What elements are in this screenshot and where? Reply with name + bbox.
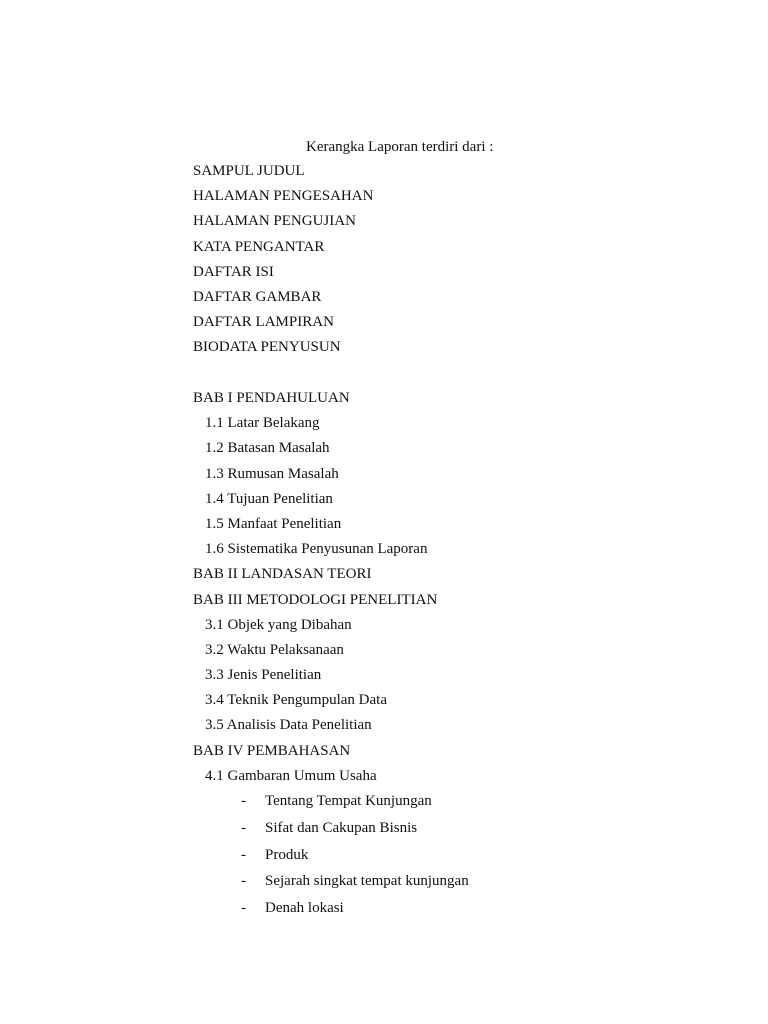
bullet-item [238, 871, 469, 898]
section-item: 1.4 Tujuan Penelitian [205, 490, 333, 507]
section-item: 3.2 Waktu Pelaksanaan [205, 641, 344, 658]
bullet-text: Sifat dan Cakupan Bisnis [265, 819, 418, 836]
front-matter-item: BIODATA PENYUSUN [193, 339, 341, 356]
bullet-text: Sejarah singkat tempat kunjungan [265, 873, 469, 890]
section-item: 1.3 Rumusan Masalah [205, 465, 339, 482]
chapter-heading: BAB II LANDASAN TEORI [193, 566, 372, 583]
front-matter-item: SAMPUL JUDUL [193, 163, 305, 179]
bullet-text: Denah lokasi [265, 900, 344, 917]
bullet-text: Produk [265, 846, 309, 863]
bullet-item [238, 818, 469, 845]
front-matter-item: DAFTAR ISI [193, 263, 274, 280]
section-item: 3.5 Analisis Data Penelitian [205, 717, 372, 734]
chapter-outline [193, 388, 437, 791]
front-matter-item: DAFTAR LAMPIRAN [193, 314, 334, 331]
document-title: Kerangka Laporan terdiri dari : [306, 139, 494, 155]
section-item: 3.1 Objek yang Dibahan [205, 616, 352, 633]
dash-marker: - [241, 793, 246, 809]
front-matter-item: HALAMAN PENGUJIAN [193, 213, 356, 230]
bullet-list [238, 791, 469, 925]
dash-marker: - [241, 873, 246, 890]
bullet-text: Tentang Tempat Kunjungan [265, 793, 432, 809]
section-item: 3.3 Jenis Penelitian [205, 667, 322, 684]
bullet-item [238, 898, 469, 925]
chapter-heading: BAB I PENDAHULUAN [193, 390, 350, 406]
section-item: 1.2 Batasan Masalah [205, 440, 330, 457]
front-matter-list [193, 161, 373, 363]
dash-marker: - [241, 819, 246, 836]
section-item: 4.1 Gambaran Umum Usaha [205, 767, 377, 784]
chapter-heading: BAB IV PEMBAHASAN [193, 742, 351, 759]
chapter-heading: BAB III METODOLOGI PENELITIAN [193, 591, 438, 608]
section-item: 1.6 Sistematika Penyusunan Laporan [205, 541, 428, 558]
front-matter-item: DAFTAR GAMBAR [193, 288, 322, 305]
front-matter-item: KATA PENGANTAR [193, 238, 325, 255]
bullet-item [238, 791, 469, 818]
section-item: 1.5 Manfaat Penelitian [205, 515, 342, 532]
front-matter-item: HALAMAN PENGESAHAN [193, 188, 374, 205]
bullet-item [238, 845, 469, 872]
section-item: 1.1 Latar Belakang [205, 415, 320, 432]
dash-marker: - [241, 900, 246, 917]
section-item: 3.4 Teknik Pengumpulan Data [205, 692, 387, 709]
dash-marker: - [241, 846, 246, 863]
